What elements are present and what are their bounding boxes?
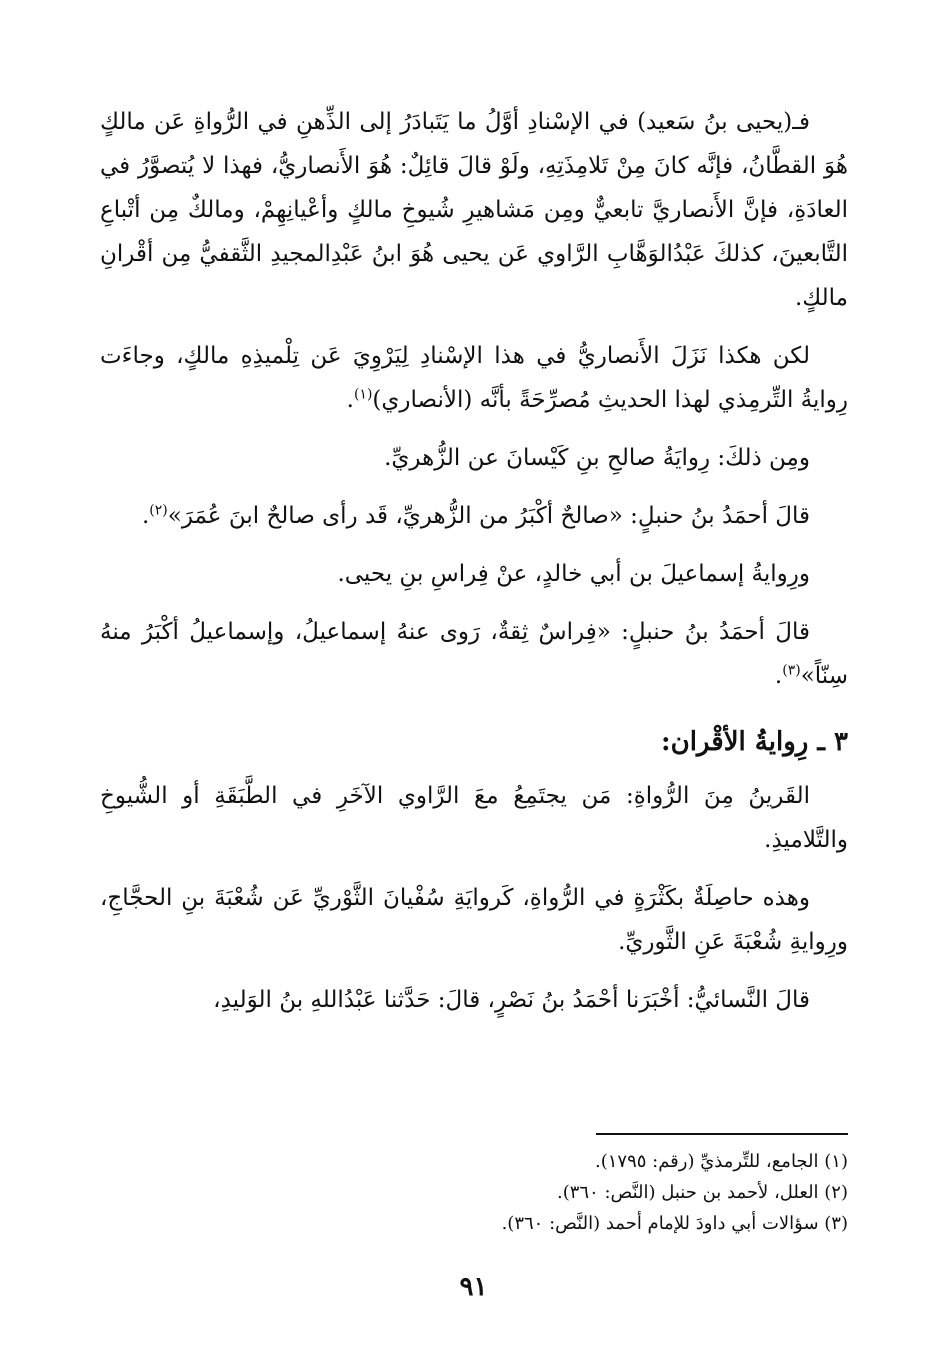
paragraph-7 — [100, 774, 848, 862]
footnotes — [100, 1146, 848, 1239]
paragraph-text: ورِوايةُ إسماعيلَ بن أبي خالدٍ، عنْ فِراسِ بنِ يحيى. — [337, 561, 810, 587]
footnote-ref: (١) — [353, 386, 373, 403]
paragraph-text: قالَ أحمَدُ بنُ حنبلٍ: «فِراسٌ ثِقةٌ، رَوى عنهُ إسماعيلُ، وإسماعيلُ أكْبَرُ منهُ سِنّاً» — [100, 619, 848, 689]
footnote-1: (١) الجامع، للتِّرمذيِّ (رقم: ١٧٩٥). — [594, 1151, 848, 1172]
paragraph-8 — [100, 876, 848, 964]
paragraph-text: فـ(يحيى بنُ سَعيد) في الإسْنادِ أوَّلُ ما يَتَبادَرُ إلى الذِّهنِ في الرُّواةِ عَن مالكٍ هُوَ القطَّانُ، فإنَّه كانَ مِنْ تَلامِذَتِهِ، ولَوْ قالَ قائِلٌ: هُوَ الأَنصاريُّ، فهذا لا يُتصوَّرُ في العادَةِ، فإنَّ الأَنصاريَّ تابعيٌّ ومِن مَشاهيرِ شُيوخِ مالكٍ وأعْيانِهِمْ، ومالكٌ مِن أتْباعِ التَّابعينَ، كذلكَ عَبْدُالوَهَّابِ الرَّاوي عَن يحيى هُوَ ابنُ عَبْدِالمجيدِ الثَّقفيُّ مِن أقْرانِ مالكٍ. — [100, 109, 848, 311]
paragraph-4: قالَ أحمَدُ بنُ حنبلٍ: «صالحٌ أكْبَرُ من الزُّهريِّ، قَد رأى صالحٌ ابنَ عُمَرَ»$^{(٢)}$. — [141, 502, 810, 529]
paragraph-5 — [100, 552, 848, 596]
paragraph-2: لكن هكذا نَزَلَ الأَنصاريُّ في هذا الإسْنادِ لِيَرْوِيَ عَن تِلْميذِهِ مالكٍ، وجاءَت رِوايةُ التِّرمِذي لهذا الحديثِ مُصرِّحَةً بأنَّه (الأنصاري)$^{(١)}$. — [100, 343, 848, 413]
paragraph-text: قالَ أحمَدُ بنُ حنبلٍ: «صالحٌ أكْبَرُ من الزُّهريِّ، قَد رأى صالحٌ ابنَ عُمَرَ» — [167, 503, 810, 529]
footnote-ref: (٣) — [782, 662, 801, 679]
footnote-3: (٣) سؤالات أبي داودَ للإمام أحمد (النَّص: ٣٦٠). — [501, 1213, 848, 1234]
paragraph-3 — [100, 436, 848, 480]
paragraph-9 — [100, 978, 848, 1022]
footnote-ref: (٢) — [149, 502, 168, 519]
footnote-2: (٢) العلل، لأحمد بن حنبل (النَّص: ٣٦٠). — [556, 1182, 848, 1203]
footnote-divider — [596, 1133, 848, 1135]
paragraph-6: قالَ أحمَدُ بنُ حنبلٍ: «فِراسٌ ثِقةٌ، رَوى عنهُ إسماعيلُ، وإسماعيلُ أكْبَرُ منهُ سِنّاً»$^{(٣)}$. — [100, 619, 848, 689]
paragraph-text: القَرينُ مِنَ الرُّواةِ: مَن يجتَمِعُ معَ الرَّاوي الآخَرِ في الطَّبَقَةِ أو الشُّيوخِ والتَّلاميذِ. — [100, 783, 848, 853]
paragraph-1 — [100, 100, 848, 320]
section-heading: ٣ ـ رِوايةُ الأقْران: — [661, 727, 848, 757]
main-text — [100, 100, 848, 1022]
page-number: ٩١ — [459, 1272, 488, 1302]
paragraph-text: ومِن ذلكَ: رِوايَةُ صالحِ بنِ كَيْسانَ عن الزُّهريِّ. — [384, 445, 810, 471]
paragraph-text: قالَ النَّسائيُّ: أخْبَرَنا أحْمَدُ بنُ نَصْرٍ، قالَ: حَدَّثنا عَبْدُاللهِ بنُ الوَليدِ، — [213, 987, 810, 1013]
paragraph-text: وهذه حاصِلَةٌ بكَثْرَةٍ في الرُّواةِ، كَروايَةِ سُفْيانَ الثَّوْريِّ عَن شُعْبَةَ بنِ الحجَّاجِ، ورِوايةِ شُعْبَةَ عَنِ الثَّوريِّ. — [100, 885, 848, 955]
paragraph-text: لكن هكذا نَزَلَ الأَنصاريُّ في هذا الإسْنادِ لِيَرْوِيَ عَن تِلْميذِهِ مالكٍ، وجاءَت رِوايةُ التِّرمِذي لهذا الحديثِ مُصرِّحَةً بأنَّه (الأنصاري) — [100, 343, 848, 413]
